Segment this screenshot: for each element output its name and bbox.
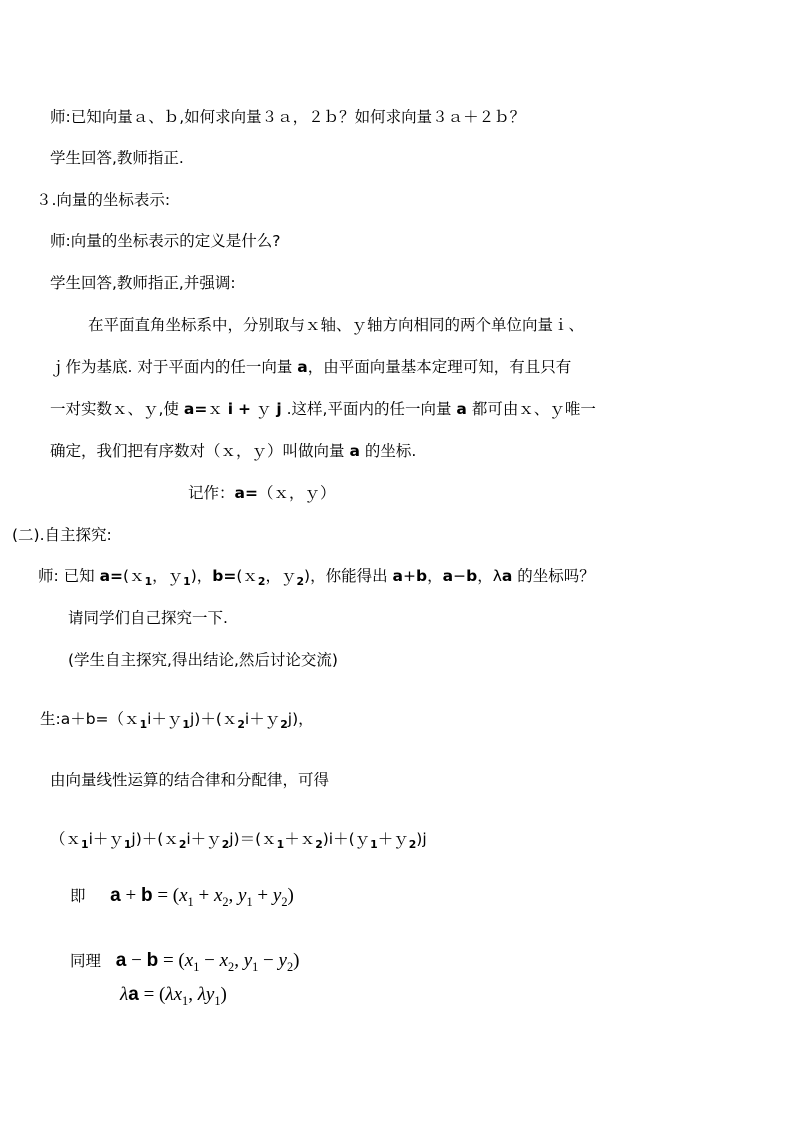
formula-sum: 即 $a + b = (x_1 + x_2$, $y_1 + y_2$) <box>70 885 294 909</box>
notation-line: 记作：a=（ｘ，ｙ） <box>188 484 336 502</box>
line-student-answer-2: 学生回答,教师指正,并强调: <box>50 274 236 292</box>
line-student-answer-1: 学生回答,教师指正. <box>50 149 184 167</box>
line-invite-exploration: 请同学们自己探究一下. <box>68 609 228 627</box>
definition-line-3: 一对实数ｘ、ｙ,使 a=ｘ i + ｙ j .这样,平面内的任一向量 a 都可由ｘ、ｙ唯一 <box>50 400 596 418</box>
section-heading-coordinates: ３.向量的坐标表示: <box>36 191 171 209</box>
line-linearity-note: 由向量线性运算的结合律和分配律，可得 <box>50 771 330 789</box>
line-student-discussion: (学生自主探究,得出结论,然后讨论交流) <box>68 651 338 669</box>
line-expansion-result: （ｘ$_1$i＋ｙ$_1$j)＋(ｘ$_2$i＋ｙ$_2$j)＝(ｘ$_1$＋ｘ$_2$)i＋(ｙ$_1$＋ｙ$_2$)j <box>50 830 427 851</box>
line-teacher-definition-question: 师:向量的坐标表示的定义是什么? <box>50 232 281 250</box>
line-teacher-exploration-question: 师: 已知 a=(ｘ$_1$，ｙ$_1$)，b=(ｘ$_2$，ｙ$_2$)，你能得出 a+b，a−b，λa 的坐标吗？ <box>38 567 595 588</box>
definition-line-2: ｊ作为基底. 对于平面内的任一向量 a，由平面向量基本定理可知，有且只有 <box>50 358 572 376</box>
formula-scalar: $\lambda a = (\lambda x_1$, $\lambda y_1$) <box>120 984 227 1008</box>
line-student-sum-expansion: 生:a＋b=（ｘ$_1$i＋ｙ$_1$j)＋(ｘ$_2$i＋ｙ$_2$j)， <box>40 710 314 731</box>
definition-line-4: 确定，我们把有序数对（ｘ，ｙ）叫做向量 a 的坐标. <box>50 442 417 460</box>
definition-line-1: 在平面直角坐标系中，分别取与ｘ轴、ｙ轴方向相同的两个单位向量ｉ、 <box>88 316 585 334</box>
formula-difference: 同理 $a - b = (x_1 - x_2$, $y_1 - y_2$) <box>70 950 300 974</box>
section-heading-self-exploration: (二).自主探究: <box>12 526 112 544</box>
line-teacher-question: 师:已知向量ａ、ｂ,如何求向量３ａ，２ｂ？如何求向量３ａ＋２ｂ？ <box>50 108 526 126</box>
